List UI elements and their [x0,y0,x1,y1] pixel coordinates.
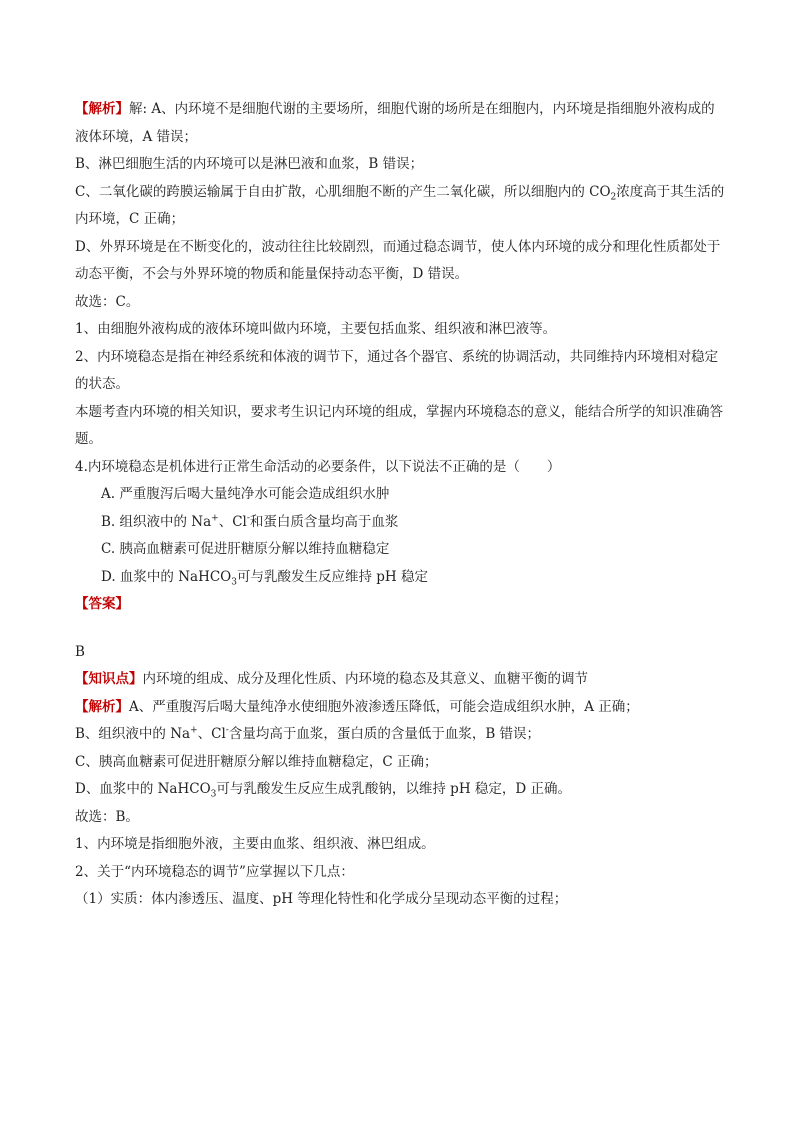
option-b-text-b: 、Cl [218,513,247,530]
analysis1-point1: 1、由细胞外液构成的液体环境叫做内环境，主要包括血浆、组织液和淋巴液等。 [75,321,557,337]
analysis2-text2b: 、Cl [197,726,226,742]
analysis2-line3: C、胰高血糖素可促进肝糖原分解以维持血糖稳定，C 正确； [75,753,438,770]
analysis1-line2: B、淋巴细胞生活的内环境可以是淋巴液和血浆，B 错误； [75,156,424,172]
option-d-text-b: 可与乳酸发生反应维持 pH 稳定 [236,568,428,585]
question4-option-b [75,509,725,537]
analysis2-text2a: B、组织液中的 Na [75,726,191,742]
cl-superscript-2: - [225,725,229,736]
document-content [75,96,725,914]
analysis1-line1 [75,96,725,151]
analysis2-line1 [75,694,725,722]
analysis2-line2 [75,721,725,749]
answer-value: B [75,643,85,660]
knowledge-tag: 【知识点】 [75,671,143,687]
analysis2-choice: 故选：B。 [75,808,139,825]
analysis1-tag: 【解析】 [75,101,129,117]
analysis2-text4b: 可与乳酸发生反应生成乳酸钠，以维持 pH 稳定，D 正确。 [216,781,572,797]
hco3-subscript-2: 3 [210,789,217,800]
hco3-subscript: 3 [231,577,237,588]
na-superscript-2: + [190,725,198,736]
question4-option-d [75,564,725,592]
option-b-text-a: B. 组织液中的 Na [101,513,212,530]
analysis2-text1: A、严重腹泻后喝大量纯净水使细胞外液渗透压降低，可能会造成组织水肿，A 正确； [129,698,639,715]
analysis1-summary: 本题考查内环境的相关知识，要求考生识记内环境的组成，掌握内环境稳态的意义，能结合所学的知识准确答题。 [75,403,723,447]
option-b-text-c: 和蛋白质含量均高于血浆 [249,513,399,530]
na-superscript: + [211,513,219,523]
analysis2-text2c: 含量均高于血浆，蛋白质的含量低于血浆，B 错误； [228,726,541,742]
analysis1-text3a: C、二氧化碳的跨膜运输属于自由扩散，心肌细胞不断的产生二氧化碳，所以细胞内的 CO [75,183,611,200]
knowledge-text: 内环境的组成、成分及理化性质、内环境的稳态及其意义、血糖平衡的调节 [142,671,588,687]
analysis2-point2: 2、关于“内环境稳态的调节”应掌握以下几点： [75,863,354,880]
analysis1-text1: 解: A、内环境不是细胞代谢的主要场所，细胞代谢的场所是在细胞内，内环境是指细胞外液构成的液体环境，A 错误； [75,101,715,145]
question4-option-a: A. 严重腹泻后喝大量纯净水可能会造成组织水肿 [101,486,390,502]
co2-subscript: 2 [610,192,617,203]
analysis1-line3 [75,179,725,234]
analysis1-line4: D、外界环境是在不断变化的，波动往往比较剧烈，而通过稳态调节，使人体内环境的成分和理化性质都处于动态平衡，不会与外界环境的物质和能量保持动态平衡，D 错误。 [75,238,721,282]
knowledge-line [75,666,725,694]
question4-option-c: C. 胰高血糖素可促进肝糖原分解以维持血糖稳定 [101,541,390,557]
option-d-text-a: D. 血浆中的 NaHCO [101,568,232,585]
cl-superscript: - [246,513,250,523]
analysis1-point2: 2、内环境稳态是指在神经系统和体液的调节下，通过各个器官、系统的协调活动，共同维持内环境相对稳定的状态。 [75,348,719,392]
analysis2-tag: 【解析】 [75,698,129,715]
analysis2-text4a: D、血浆中的 NaHCO [75,781,211,797]
analysis2-line4 [75,776,725,804]
analysis2-point1: 1、内环境是指细胞外液，主要由血浆、组织液、淋巴组成。 [75,836,435,852]
question4-stem: 4.内环境稳态是机体进行正常生命活动的必要条件，以下说法不正确的是（ ） [75,458,561,475]
analysis2-point2-sub1: （1）实质：体内渗透压、温度、pH 等理化特性和化学成分呈现动态平衡的过程； [75,891,568,907]
answer-tag: 【答案】 [75,596,129,612]
analysis1-choice: 故选：C。 [75,293,140,310]
analysis1-text3b: 浓度高于其生活的内环境，C 正确； [75,183,725,227]
answer-gap [75,619,725,639]
